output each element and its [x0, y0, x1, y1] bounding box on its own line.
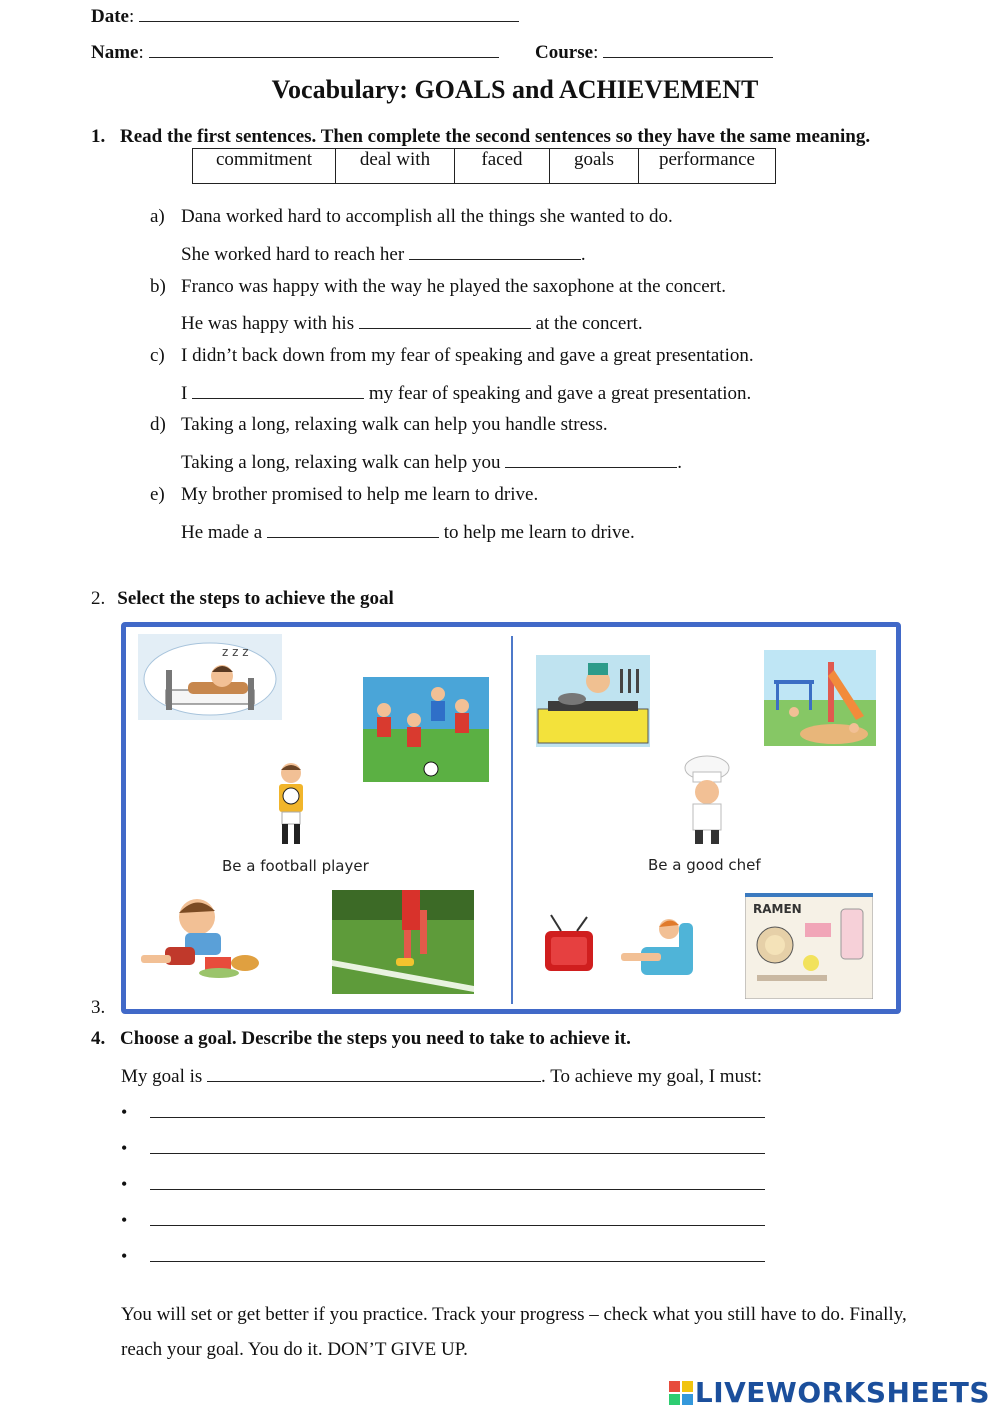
goal-label-football: Be a football player — [222, 857, 369, 875]
word-bank — [192, 148, 776, 184]
word-bank-item: goals — [550, 149, 639, 184]
step-bullet: • — [121, 1243, 765, 1268]
closing-paragraph: You will set or get better if you practice. Track your progress – check what you still have to do. Finally, reach your goal. You do it. DON’T GIVE UP. — [121, 1304, 907, 1360]
exercise-item-b: b) Franco was happy with the way he played the saxophone at the concert. — [150, 276, 727, 297]
date-row: Date: — [91, 3, 519, 28]
exercise-item-e: e) My brother promised to help me learn to drive. — [150, 484, 539, 505]
my-goal-row: My goal is . To achieve my goal, I must: — [121, 1063, 762, 1088]
recipe-journal-image[interactable] — [745, 893, 873, 999]
course-row: Course: — [535, 39, 773, 64]
name-label: Name — [91, 42, 139, 63]
answer-blank-c[interactable] — [192, 380, 364, 399]
board-divider — [511, 636, 513, 1004]
step-input-line[interactable] — [150, 1243, 765, 1262]
word-bank-item: commitment — [193, 149, 336, 184]
date-input-line[interactable] — [139, 3, 519, 22]
name-row: Name: — [91, 39, 499, 64]
date-label: Date — [91, 6, 129, 27]
goal-input-line[interactable] — [207, 1063, 541, 1082]
step-input-line[interactable] — [150, 1135, 765, 1154]
step-bullet: • — [121, 1135, 765, 1160]
answer-blank-d[interactable] — [505, 449, 677, 468]
answer-blank-b[interactable] — [359, 310, 531, 329]
page-title: Vocabulary: GOALS and ACHIEVEMENT — [271, 75, 759, 104]
exercise-answer-c: I my fear of speaking and gave a great presentation. — [181, 380, 751, 405]
word-bank-item: deal with — [336, 149, 455, 184]
step-input-line[interactable] — [150, 1099, 765, 1118]
section1-instruction: 1. Read the first sentences. Then complete the second sentences so they have the same meaning. — [91, 126, 871, 147]
chef-cooking-class-image[interactable] — [536, 655, 650, 747]
svg-text:z z z: z z z — [222, 645, 249, 659]
exercise-answer-a: She worked hard to reach her . — [181, 241, 586, 266]
word-bank-item: performance — [639, 149, 776, 184]
exercise-item-c: c) I didn’t back down from my fear of speaking and gave a great presentation. — [150, 345, 754, 366]
football-training-ladder-image[interactable] — [332, 890, 474, 994]
exercise-item-a: a) Dana worked hard to accomplish all the things she wanted to do. — [150, 206, 673, 227]
exercise-answer-b: He was happy with his at the concert. — [181, 310, 643, 335]
step-input-line[interactable] — [150, 1207, 765, 1226]
exercise-item-d: d) Taking a long, relaxing walk can help you handle stress. — [150, 414, 608, 435]
step-input-line[interactable] — [150, 1171, 765, 1190]
chef-goal-image[interactable] — [681, 754, 733, 846]
liveworksheets-logo-icon — [669, 1381, 693, 1405]
answer-blank-e[interactable] — [267, 519, 439, 538]
sleeping-boy-image[interactable] — [138, 634, 282, 720]
section3-number: 3. — [91, 997, 106, 1018]
kids-playing-football-image[interactable] — [363, 677, 489, 782]
svg-text:RAMEN: RAMEN — [753, 902, 802, 916]
section2-instruction: 2. Select the steps to achieve the goal — [91, 588, 394, 609]
playground-image[interactable] — [764, 650, 876, 746]
section4-instruction: 4. Choose a goal. Describe the steps you need to take to achieve it. — [91, 1028, 631, 1049]
exercise-answer-e: He made a to help me learn to drive. — [181, 519, 635, 544]
answer-blank-a[interactable] — [409, 241, 581, 260]
step-bullet: • — [121, 1171, 765, 1196]
course-label: Course — [535, 42, 594, 63]
kid-watching-tv-image[interactable] — [541, 913, 697, 981]
football-player-goal-image[interactable] — [270, 760, 312, 850]
exercise-answer-d: Taking a long, relaxing walk can help you . — [181, 449, 682, 474]
goal-label-chef: Be a good chef — [648, 856, 761, 874]
step-bullet: • — [121, 1099, 765, 1124]
boy-eating-junk-food-image[interactable] — [135, 893, 263, 983]
liveworksheets-logo: LIVEWORKSHEETS — [669, 1376, 990, 1409]
word-bank-item: faced — [455, 149, 550, 184]
step-bullet: • — [121, 1207, 765, 1232]
name-input-line[interactable] — [149, 39, 499, 58]
course-input-line[interactable] — [603, 39, 773, 58]
